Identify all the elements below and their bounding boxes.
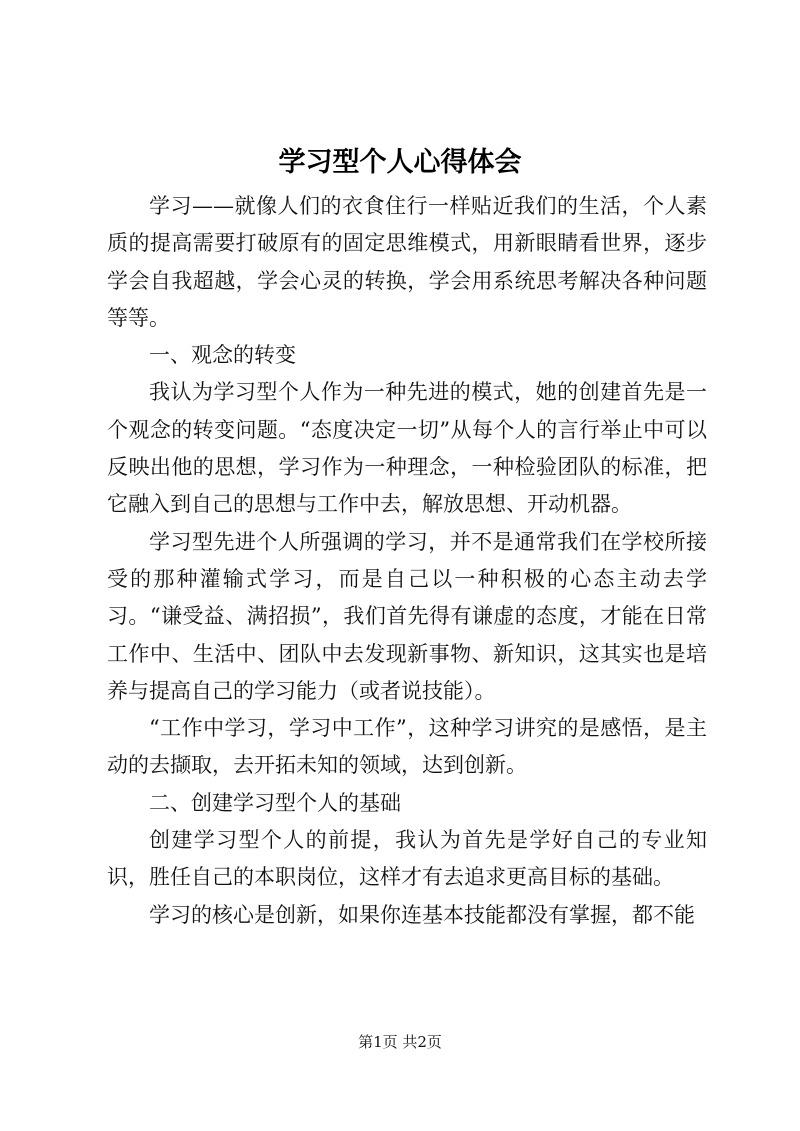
section-heading-1: 一、观念的转变 bbox=[149, 343, 296, 368]
page-footer: 第1页 共2页 bbox=[358, 1033, 442, 1051]
paragraph-intro: 学习——就像人们的衣食住行一样贴近我们的生活，个人素质的提高需要打破原有的固定思维模式，用新眼睛看世界，逐步学会自我超越，学会心灵的转换，学会用系统思考解决各种问题等等。 bbox=[107, 194, 707, 330]
paragraph: “工作中学习，学习中工作”，这种学习讲究的是感悟，是主动的去撷取，去开拓未知的领域，达到创新。 bbox=[107, 716, 707, 778]
paragraph: 学习的核心是创新，如果你连基本技能都没有掌握，都不能 bbox=[149, 902, 695, 927]
paragraph: 我认为学习型个人作为一种先进的模式，她的创建首先是一个观念的转变问题。“态度决定一切”从每个人的言行举止中可以反映出他的思想，学习作为一种理念，一种检验团队的标准，把它融入到自己的思想与工作中去，解放思想、开动机器。 bbox=[107, 380, 707, 517]
paragraph: 创建学习型个人的前提，我认为首先是学好自己的专业知识，胜任自己的本职岗位，这样才有去追求更高目标的基础。 bbox=[107, 828, 707, 890]
section-heading-2: 二、创建学习型个人的基础 bbox=[149, 790, 401, 815]
document-body bbox=[107, 188, 707, 934]
paragraph: 学习型先进个人所强调的学习，并不是通常我们在学校所接受的那种灌输式学习，而是自己以一种积极的心态主动去学习。“谦受益、满招损”，我们首先得有谦虚的态度，才能在日常工作中、生活中、团队中去发现新事物、新知识，这其实也是培养与提高自己的学习能力（或者说技能）。 bbox=[107, 529, 707, 703]
document-title: 学习型个人心得体会 bbox=[278, 147, 522, 178]
